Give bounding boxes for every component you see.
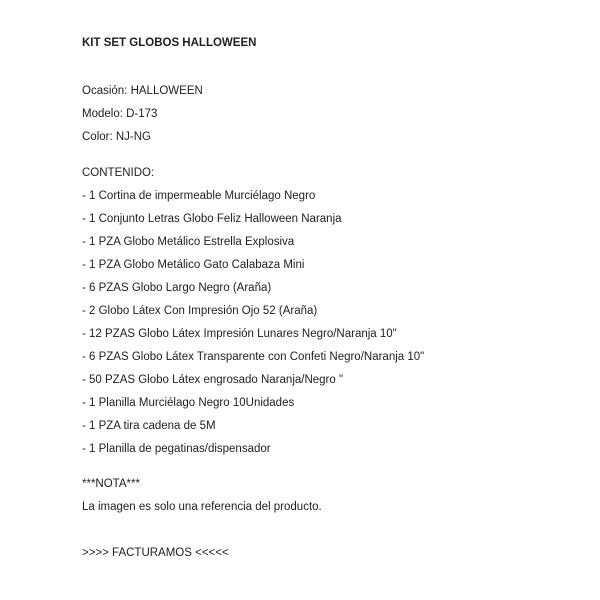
product-title: KIT SET GLOBOS HALLOWEEN xyxy=(82,37,257,49)
spec-model: Modelo: D-173 xyxy=(82,108,158,120)
content-item: - 2 Globo Látex Con Impresión Ojo 52 (Araña) xyxy=(82,305,318,317)
content-item: - 50 PZAS Globo Látex engrosado Naranja/Negro " xyxy=(82,374,344,386)
note-header: ***NOTA*** xyxy=(82,478,140,490)
spec-color: Color: NJ-NG xyxy=(82,131,152,143)
content-item: - 12 PZAS Globo Látex Impresión Lunares Negro/Naranja 10" xyxy=(82,328,397,340)
invoice-note: >>>> FACTURAMOS <<<<< xyxy=(82,547,229,559)
content-item: - 1 Planilla Murciélago Negro 10Unidades xyxy=(82,397,295,409)
content-item: - 1 PZA Globo Metálico Estrella Explosiva xyxy=(82,236,295,248)
content-item: - 1 PZA Globo Metálico Gato Calabaza Mini xyxy=(82,259,305,271)
content-item: - 1 Planilla de pegatinas/dispensador xyxy=(82,443,271,455)
content-item: - 6 PZAS Globo Látex Transparente con Confeti Negro/Naranja 10" xyxy=(82,351,425,363)
content-item: - 1 Cortina de impermeable Murciélago Negro xyxy=(82,190,316,202)
contents-heading: CONTENIDO: xyxy=(82,167,155,179)
note-body: La imagen es solo una referencia del producto. xyxy=(82,501,322,513)
spec-occasion: Ocasión: HALLOWEEN xyxy=(82,85,203,97)
content-item: - 6 PZAS Globo Largo Negro (Araña) xyxy=(82,282,272,294)
content-item: - 1 Conjunto Letras Globo Feliz Halloween Naranja xyxy=(82,213,342,225)
content-item: - 1 PZA tira cadena de 5M xyxy=(82,420,216,432)
